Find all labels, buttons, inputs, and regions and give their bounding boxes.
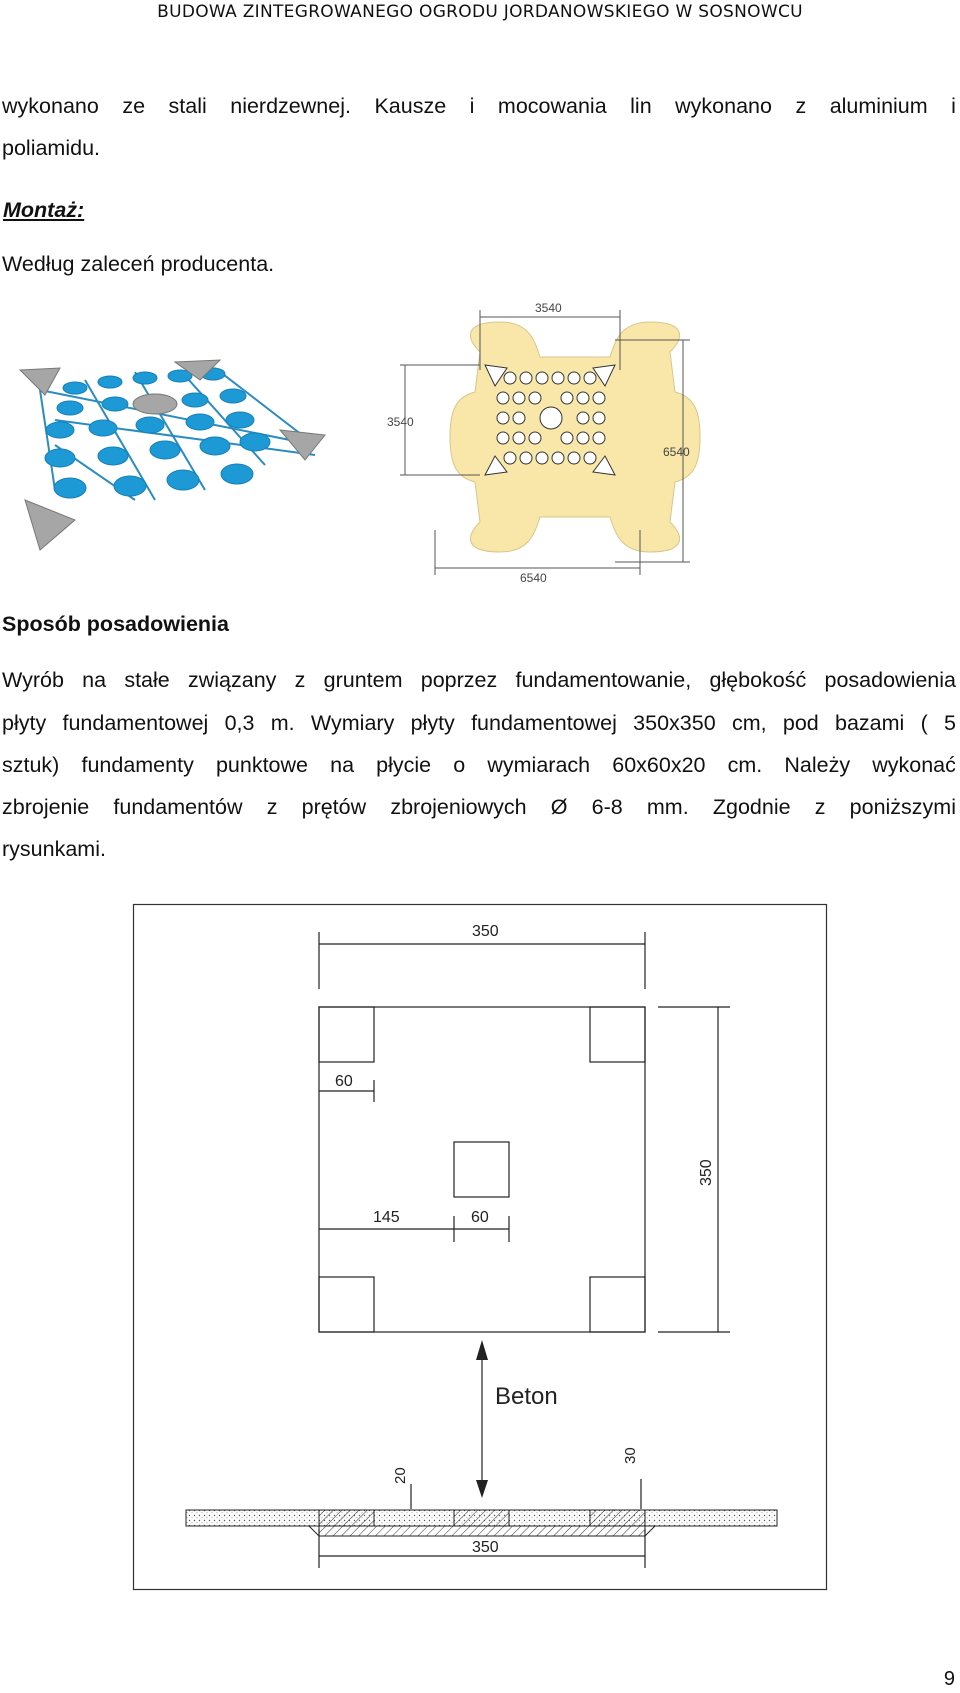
intro-word: i: [469, 94, 475, 118]
foundation-line-4-word: z: [266, 795, 278, 819]
foundation-line-3-word: punktowe: [215, 753, 308, 777]
safety-zone-shape: [450, 322, 700, 552]
foundation-line-4-word: mm.: [646, 795, 689, 819]
tech-dim-corner: 60: [335, 1073, 353, 1090]
foundation-line-4-word: zbrojeniowych: [390, 795, 527, 819]
tech-dim-center: 60: [471, 1209, 489, 1226]
foundation-line-3-word: sztuk): [2, 753, 60, 777]
intro-word: wykonano: [2, 94, 99, 118]
plan-dim-left: 3540: [387, 415, 414, 429]
foundation-line-3-word: cm.: [727, 753, 763, 777]
tech-dim-top: 350: [472, 923, 499, 940]
tech-dim-bottom: 350: [472, 1539, 499, 1556]
intro-word: i: [951, 94, 956, 118]
layout-plan-drawing: [387, 300, 755, 590]
foundation-technical-drawing: [133, 904, 827, 1590]
foundation-line-3-word: o: [453, 753, 466, 777]
foundation-line-3-word: fundamenty: [81, 753, 194, 777]
page-number: 9: [943, 1668, 955, 1690]
foundation-line-2: płyty fundamentowej 0,3 m. Wymiary płyty fundamentowej 350x350 cm, pod bazami ( 5: [2, 711, 956, 735]
intro-word: aluminium: [829, 94, 928, 118]
foundation-line-1: Wyrób na stałe związany z gruntem poprzez fundamentowanie, głębokość posadowienia: [2, 668, 956, 692]
foundation-line-4-word: zbrojenie: [2, 795, 90, 819]
tech-dim-20: 20: [392, 1467, 409, 1484]
plan-dim-top: 3540: [535, 301, 562, 315]
page-header: BUDOWA ZINTEGROWANEGO OGRODU JORDANOWSKIEGO W SOSNOWCU: [157, 2, 803, 22]
beton-label: Beton: [495, 1383, 558, 1410]
foundation-line-3-word: płycie: [376, 753, 432, 777]
foundation-line-4-word: 6-8: [591, 795, 623, 819]
foundation-line-3-word: na: [330, 753, 355, 777]
foundation-line-4-word: prętów: [301, 795, 367, 819]
plan-dim-bottom: 6540: [520, 571, 547, 585]
foundation-line-4-word: z: [814, 795, 826, 819]
montaz-heading: Montaż:: [3, 198, 85, 222]
foundation-line-4-word: poniższymi: [849, 795, 956, 819]
foundation-line-3-word: 60x60x20: [612, 753, 706, 777]
foundation-heading: Sposób posadowienia: [2, 612, 229, 636]
foundation-line-3: [2, 753, 956, 778]
tech-dim-30: 30: [622, 1447, 639, 1464]
montaz-text: Według zaleceń producenta.: [2, 252, 275, 276]
tech-dim-right: 350: [698, 1159, 715, 1186]
intro-word: z: [795, 94, 807, 118]
intro-word: ze: [122, 94, 146, 118]
foundation-line-3-word: wykonać: [872, 753, 956, 777]
foundation-line-4-word: Zgodnie: [712, 795, 791, 819]
intro-line-2: poliamidu.: [2, 136, 100, 160]
foundation-line-3-word: Należy: [784, 753, 851, 777]
foundation-line-3-word: wymiarach: [487, 753, 591, 777]
intro-word: stali: [168, 94, 207, 118]
foundation-last-line: rysunkami.: [2, 837, 106, 861]
tech-dim-offset: 145: [373, 1209, 400, 1226]
playground-illustration: [15, 350, 355, 550]
foundation-line-4-word: Ø: [550, 795, 568, 819]
intro-word: nierdzewnej.: [230, 94, 351, 118]
intro-word: wykonano: [675, 94, 772, 118]
plan-dim-right: 6540: [663, 445, 690, 459]
foundation-line-4: [2, 795, 956, 820]
foundation-line-4-word: fundamentów: [113, 795, 243, 819]
intro-word: lin: [630, 94, 652, 118]
intro-word: Kausze: [374, 94, 447, 118]
intro-word: mocowania: [497, 94, 607, 118]
intro-line-1: [2, 94, 956, 119]
